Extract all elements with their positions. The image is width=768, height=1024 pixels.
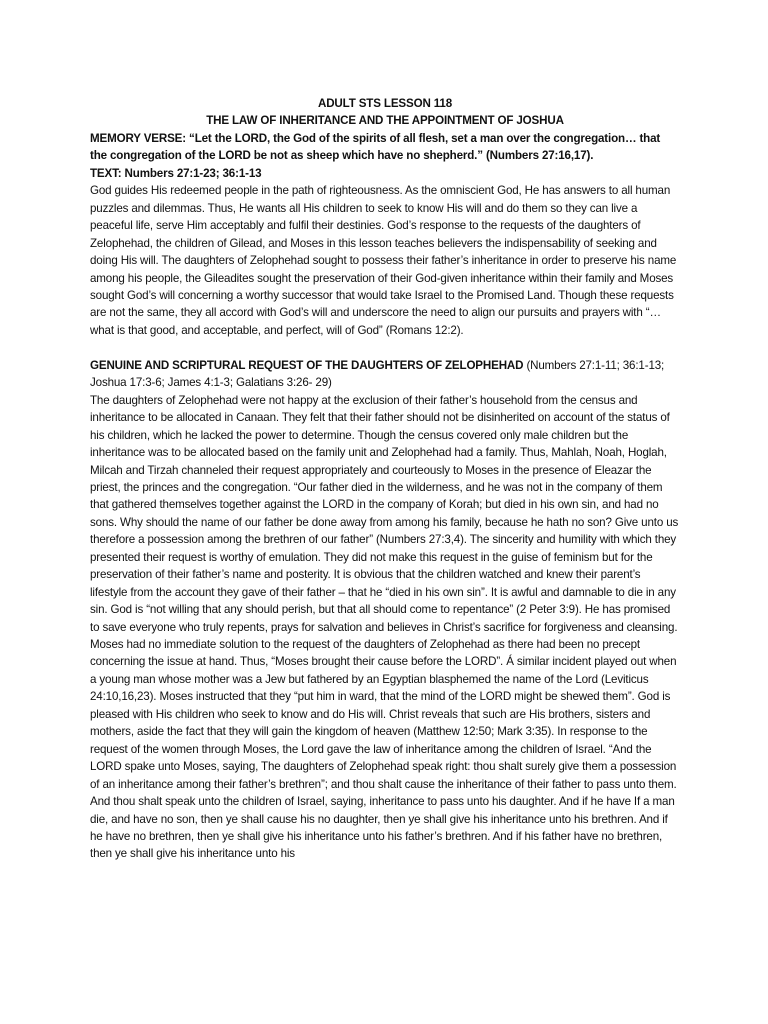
text-reference: [90, 165, 680, 182]
paragraph-gap: [90, 339, 680, 356]
lesson-number: ADULT STS LESSON 118: [317, 97, 452, 110]
memory-verse: [90, 130, 680, 165]
section-heading: GENUINE AND SCRIPTURAL REQUEST OF THE DAUGHTERS OF ZELOPHEHAD: [90, 358, 524, 372]
lesson-title: THE LAW OF INHERITANCE AND THE APPOINTMENT OF JOSHUA: [206, 114, 564, 128]
document-page: [90, 95, 680, 863]
section-references: (Numbers 27:1-11; 36:1-13; Joshua 17:3-6; James 4:1-3; Galatians 3:26- 29): [90, 358, 665, 390]
text-reference-label: TEXT:: [90, 166, 122, 180]
text-reference-value: Numbers 27:1-23; 36:1-13: [124, 166, 262, 180]
section-body-paragraph: The daughters of Zelophehad were not happy at the exclusion of their father’s household from the census and inheritance to be allocated in Canaan. They felt that their father should not be disinherited on account of the status of his children, which he lacked the power to determine. Though the census covered only male children but the inheritance was to be allocated based on the family unit and Zelophehad had a family. Thus, Mahlah, Noah, Hoglah, Milcah and Tirzah channeled their request appropriately and courteously to Moses in the presence of Eleazar the priest, the princes and the congregation. “Our father died in the wilderness, and he was not in the company of them that gathered themselves together against the LORD in the company of Korah; but died in his own sin, and had no sons. Why should the name of our father be done away from among his family, because he hath no son? Give unto us therefore a possession among the brethren of our father” (Numbers 27:3,4). The sincerity and humility with which they presented their request is worthy of emulation. They did not make this request in the guise of feminism but for the preservation of their father’s name and posterity. It is obvious that the children watched and knew their parent’s lifestyle from the account they gave of their father – that he “died in his own sin”. It is awful and damnable to die in any sin. God is “not willing that any should perish, but that all should come to repentance” (2 Peter 3:9). He has promised to save everyone who truly repents, prays for salvation and believes in Christ’s sacrifice for forgiveness and cleansing. Moses had no immediate solution to the request of the daughters of Zelophehad as there had been no precept concerning the issue at hand. Thus, “Moses brought their cause before the LORD”. Á similar incident played out when a young man whose mother was a Jew but fathered by an Egyptian blasphemed the name of the Lord (Leviticus 24:10,16,23). Moses instructed that they “put him in ward, that the mind of the LORD might be shewed them”. God is pleased with His children who seek to know and do His will. Christ reveals that such are His brothers, sisters and mothers, aside the fact that they will gain the kingdom of heaven (Matthew 12:50; Mark 3:35). In response to the request of the women through Moses, the Lord gave the law of inheritance among the children of Israel. “And the LORD spake unto Moses, saying, The daughters of Zelophehad speak right: thou shalt surely give them a possession of an inheritance among their father’s brethren”; and thou shalt cause the inheritance of their father to pass unto them. And thou shalt speak unto the children of Israel, saying, inheritance to pass unto his daughter. And if he have If a man die, and have no son, then ye shall cause his no daughter, then ye shall give his inheritance unto his brethren. And if he have no brethren, then ye shall give his inheritance unto his father’s brethren. And if his father have no brethren, then ye shall give his inheritance unto his: [90, 393, 679, 861]
intro-paragraph: God guides His redeemed people in the path of righteousness. As the omniscient God, He has answers to all human puzzles and dilemmas. Thus, He wants all His children to seek to know His will and do them so they can live a peaceful life, serve Him acceptably and fulfil their destinies. God’s response to the requests of the daughters of Zelophehad, the children of Gilead, and Moses in this lesson teaches believers the indispensability of seeking and doing His will. The daughters of Zelophehad sought to possess their father’s inheritance in order to preserve his name among his people, the Gileadites sought the preservation of their God-given inheritance within their family and Moses sought God’s will concerning a worthy successor that would take Israel to the Promised Land. Though these requests are not the same, they all accord with God’s will and underscore the need to align our pursuits and prayers with “…what is that good, and acceptable, and perfect, will of God” (Romans 12:2).: [90, 184, 677, 337]
memory-verse-label: MEMORY VERSE:: [90, 131, 186, 145]
memory-verse-text: “Let the LORD, the God of the spirits of all flesh, set a man over the congregation… that the congregation of the LORD be not as sheep which have no shepherd.” (Numbers 27:16,17).: [90, 131, 661, 163]
section-heading-line: [90, 357, 680, 392]
